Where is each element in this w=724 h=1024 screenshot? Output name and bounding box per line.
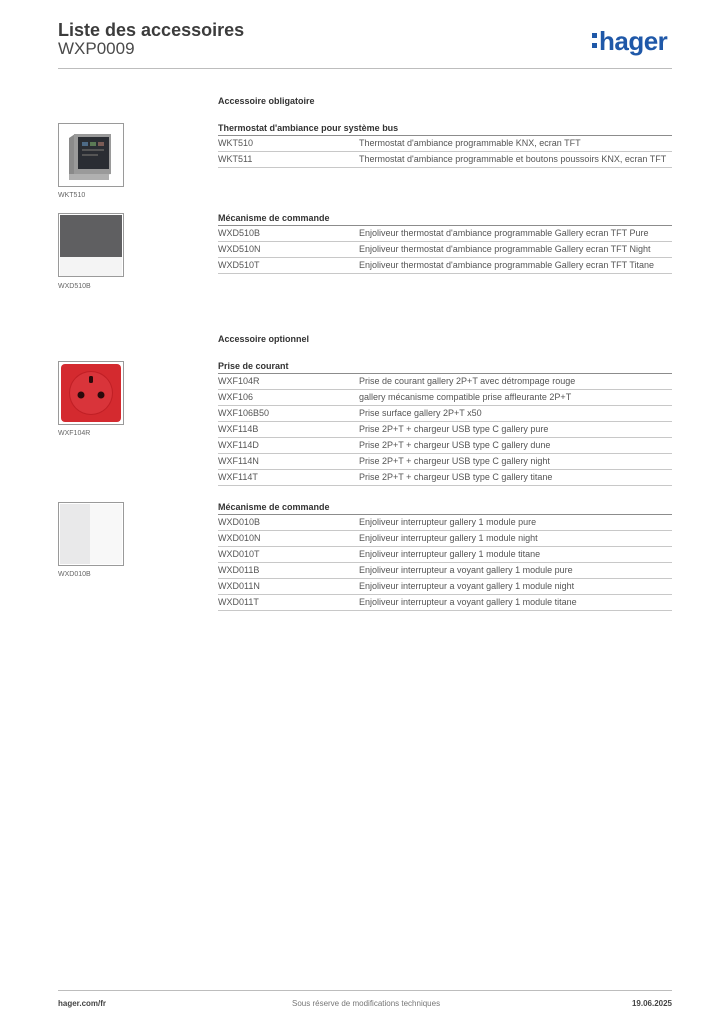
article-description: Prise 2P+T + chargeur USB type C gallery night <box>359 456 550 466</box>
article-code: WXD011T <box>218 597 259 607</box>
article-code: WXD010B <box>218 517 261 527</box>
article-code: WKT510 <box>218 138 254 148</box>
product-reference: WXP0009 <box>58 39 135 58</box>
cover-plate-image-icon <box>59 214 123 276</box>
article-description: gallery mécanisme compatible prise affleurante 2P+T <box>359 392 572 402</box>
table-row <box>218 226 672 242</box>
table-row <box>218 563 672 579</box>
table-row <box>218 531 672 547</box>
footer-divider <box>58 990 672 991</box>
product-image-wxf104r <box>58 361 124 425</box>
article-description: Thermostat d'ambiance programmable KNX, ecran TFT <box>359 138 581 148</box>
article-description: Prise 2P+T + chargeur USB type C gallery dune <box>359 440 551 450</box>
product-image-wkt510 <box>58 123 124 187</box>
article-description: Enjoliveur thermostat d'ambiance programmable Gallery ecran TFT Pure <box>359 228 649 238</box>
image-label: WXD510B <box>58 283 91 290</box>
table-row <box>218 242 672 258</box>
image-label: WKT510 <box>58 192 86 199</box>
section-title-mandatory: Accessoire obligatoire <box>218 96 315 106</box>
article-description: Enjoliveur interrupteur gallery 1 module titane <box>359 549 541 559</box>
group-header: Prise de courant <box>218 361 672 374</box>
table-row <box>218 152 672 168</box>
article-description: Enjoliveur interrupteur a voyant gallery 1 module pure <box>359 565 573 575</box>
thermostat-image-icon <box>59 124 123 186</box>
page-title: Liste des accessoires <box>58 20 245 40</box>
switch-plate-image-icon <box>59 503 123 565</box>
logo-text: hager <box>599 26 668 56</box>
table-row <box>218 579 672 595</box>
article-description: Prise surface gallery 2P+T x50 <box>359 408 482 418</box>
article-code: WXD510N <box>218 244 261 254</box>
header-divider <box>58 68 672 69</box>
article-description: Enjoliveur thermostat d'ambiance programmable Gallery ecran TFT Night <box>359 244 651 254</box>
footer-date: 19.06.2025 <box>631 999 672 1008</box>
article-code: WXF114B <box>218 424 259 434</box>
article-description: Enjoliveur interrupteur gallery 1 module night <box>359 533 538 543</box>
table-row <box>218 515 672 531</box>
article-description: Thermostat d'ambiance programmable et boutons poussoirs KNX, ecran TFT <box>359 154 667 164</box>
group-header: Mécanisme de commande <box>218 213 672 226</box>
article-code: WXD510B <box>218 228 261 238</box>
group-mecanisme-mandatory <box>218 213 672 274</box>
section-title-optional: Accessoire optionnel <box>218 334 310 344</box>
product-image-wxd010b <box>58 502 124 566</box>
article-code: WXF106B50 <box>218 408 270 418</box>
group-thermostat <box>218 123 672 168</box>
article-code: WXD510T <box>218 260 260 270</box>
product-image-wxd510b <box>58 213 124 277</box>
article-description: Prise 2P+T + chargeur USB type C gallery pure <box>359 424 549 434</box>
group-header: Mécanisme de commande <box>218 502 672 515</box>
table-row <box>218 136 672 152</box>
article-code: WKT511 <box>218 154 253 164</box>
article-description: Enjoliveur thermostat d'ambiance programmable Gallery ecran TFT Titane <box>359 260 655 270</box>
article-code: WXD011B <box>218 565 260 575</box>
table-row <box>218 470 672 486</box>
article-code: WXD010N <box>218 533 261 543</box>
article-description: Enjoliveur interrupteur a voyant gallery 1 module night <box>359 581 575 591</box>
group-header: Thermostat d'ambiance pour système bus <box>218 123 672 136</box>
hager-logo <box>592 28 667 54</box>
table-row <box>218 454 672 470</box>
image-label: WXF104R <box>58 430 91 437</box>
footer-website-link[interactable]: hager.com/fr <box>58 999 107 1008</box>
article-description: Enjoliveur interrupteur gallery 1 module pure <box>359 517 537 527</box>
table-row <box>218 595 672 611</box>
article-description: Prise 2P+T + chargeur USB type C gallery titane <box>359 472 553 482</box>
table-row <box>218 258 672 274</box>
footer-notice: Sous réserve de modifications techniques <box>292 999 441 1008</box>
table-row <box>218 374 672 390</box>
group-prise-de-courant <box>218 361 672 486</box>
article-description: Enjoliveur interrupteur a voyant gallery 1 module titane <box>359 597 577 607</box>
table-row <box>218 547 672 563</box>
article-code: WXD010T <box>218 549 260 559</box>
article-code: WXF114D <box>218 440 259 450</box>
group-mecanisme-optional <box>218 502 672 611</box>
article-code: WXF106 <box>218 392 254 402</box>
table-row <box>218 438 672 454</box>
article-description: Prise de courant gallery 2P+T avec détrompage rouge <box>359 376 576 386</box>
table-row <box>218 406 672 422</box>
table-row <box>218 422 672 438</box>
article-code: WXF114T <box>218 472 258 482</box>
logo-dots-icon <box>592 33 597 49</box>
socket-image-icon <box>59 362 123 424</box>
article-code: WXF114N <box>218 456 259 466</box>
table-row <box>218 390 672 406</box>
image-label: WXD010B <box>58 571 91 578</box>
article-code: WXD011N <box>218 581 260 591</box>
article-code: WXF104R <box>218 376 260 386</box>
